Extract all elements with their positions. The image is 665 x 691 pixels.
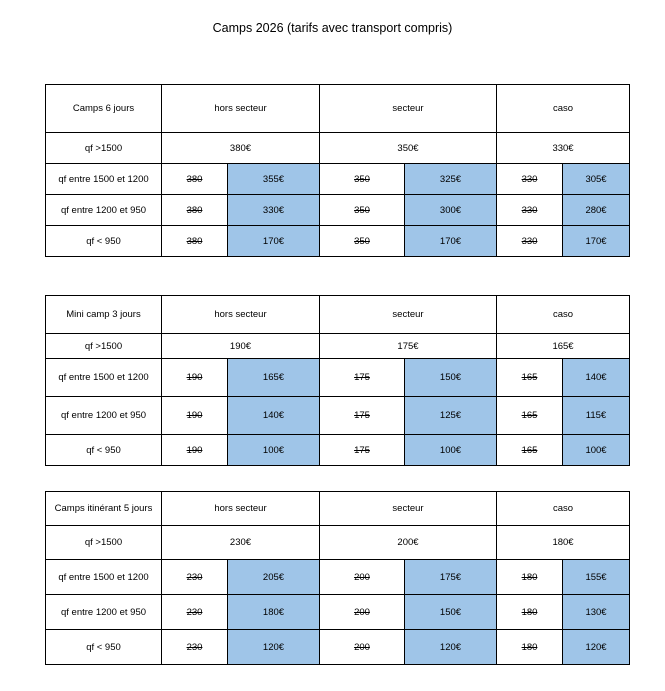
old-price bbox=[162, 226, 228, 257]
new-price: 155€ bbox=[563, 560, 630, 595]
table-row bbox=[46, 560, 630, 595]
price-table bbox=[45, 84, 630, 257]
old-price bbox=[497, 595, 563, 630]
old-price-value: 230 bbox=[186, 606, 203, 618]
table-header-row bbox=[46, 85, 630, 133]
old-price-value: 380 bbox=[186, 204, 203, 216]
old-price-value: 330 bbox=[521, 173, 538, 185]
zone-header-caso: caso bbox=[497, 85, 630, 133]
old-price bbox=[320, 195, 405, 226]
qf-label: qf entre 1200 et 950 bbox=[46, 397, 162, 435]
old-price bbox=[320, 226, 405, 257]
zone-header-secteur: secteur bbox=[320, 296, 497, 334]
table-row bbox=[46, 595, 630, 630]
qf-label: qf entre 1500 et 1200 bbox=[46, 359, 162, 397]
qf-label: qf >1500 bbox=[46, 526, 162, 560]
zone-header-secteur: secteur bbox=[320, 492, 497, 526]
new-price: 205€ bbox=[228, 560, 320, 595]
new-price: 140€ bbox=[228, 397, 320, 435]
old-price bbox=[162, 397, 228, 435]
new-price: 100€ bbox=[228, 435, 320, 466]
camp-type-header: Camps 6 jours bbox=[46, 85, 162, 133]
qf-label: qf < 950 bbox=[46, 630, 162, 665]
old-price-value: 175 bbox=[354, 410, 370, 421]
qf-label: qf entre 1500 et 1200 bbox=[46, 560, 162, 595]
old-price bbox=[497, 164, 563, 195]
old-price-value: 180 bbox=[521, 571, 538, 583]
old-price-value: 350 bbox=[354, 173, 370, 185]
new-price: 120€ bbox=[228, 630, 320, 665]
old-price-value: 380 bbox=[186, 173, 203, 185]
new-price: 150€ bbox=[405, 359, 497, 397]
new-price: 100€ bbox=[563, 435, 630, 466]
zone-header-caso: caso bbox=[497, 492, 630, 526]
old-price bbox=[320, 595, 405, 630]
old-price bbox=[497, 560, 563, 595]
table-row bbox=[46, 334, 630, 359]
old-price bbox=[497, 435, 563, 466]
zone-header-secteur: secteur bbox=[320, 85, 497, 133]
table-row bbox=[46, 630, 630, 665]
new-price: 150€ bbox=[405, 595, 497, 630]
camp-type-header: Camps itinérant 5 jours bbox=[46, 492, 162, 526]
new-price: 125€ bbox=[405, 397, 497, 435]
qf-label: qf entre 1200 et 950 bbox=[46, 595, 162, 630]
old-price-value: 175 bbox=[354, 372, 370, 383]
zone-header-hors-secteur: hors secteur bbox=[162, 296, 320, 334]
old-price-value: 180 bbox=[521, 641, 538, 653]
old-price bbox=[497, 359, 563, 397]
old-price-value: 200 bbox=[354, 606, 370, 618]
new-price: 325€ bbox=[405, 164, 497, 195]
old-price-value: 200 bbox=[354, 641, 370, 653]
table-row bbox=[46, 397, 630, 435]
new-price: 115€ bbox=[563, 397, 630, 435]
old-price bbox=[162, 435, 228, 466]
qf-label: qf < 950 bbox=[46, 226, 162, 257]
zone-header-hors-secteur: hors secteur bbox=[162, 85, 320, 133]
old-price bbox=[162, 595, 228, 630]
price-table bbox=[45, 295, 630, 466]
old-price bbox=[162, 164, 228, 195]
new-price: 355€ bbox=[228, 164, 320, 195]
new-price: 280€ bbox=[563, 195, 630, 226]
old-price-value: 200 bbox=[354, 571, 370, 583]
camp-type-header: Mini camp 3 jours bbox=[46, 296, 162, 334]
base-price: 350€ bbox=[320, 133, 497, 164]
old-price bbox=[497, 397, 563, 435]
base-price: 180€ bbox=[497, 526, 630, 560]
table-row bbox=[46, 435, 630, 466]
new-price: 300€ bbox=[405, 195, 497, 226]
old-price-value: 350 bbox=[354, 235, 370, 247]
table-header-row bbox=[46, 492, 630, 526]
zone-header-hors-secteur: hors secteur bbox=[162, 492, 320, 526]
old-price-value: 165 bbox=[521, 372, 538, 383]
new-price: 165€ bbox=[228, 359, 320, 397]
qf-label: qf entre 1200 et 950 bbox=[46, 195, 162, 226]
new-price: 120€ bbox=[405, 630, 497, 665]
old-price bbox=[320, 397, 405, 435]
old-price bbox=[162, 359, 228, 397]
old-price-value: 330 bbox=[521, 204, 538, 216]
base-price: 230€ bbox=[162, 526, 320, 560]
new-price: 180€ bbox=[228, 595, 320, 630]
table-row bbox=[46, 133, 630, 164]
old-price bbox=[162, 195, 228, 226]
qf-label: qf < 950 bbox=[46, 435, 162, 466]
old-price bbox=[497, 630, 563, 665]
old-price bbox=[162, 560, 228, 595]
new-price: 330€ bbox=[228, 195, 320, 226]
page-title: Camps 2026 (tarifs avec transport compris) bbox=[212, 21, 453, 35]
new-price: 170€ bbox=[228, 226, 320, 257]
base-price: 165€ bbox=[497, 334, 630, 359]
table-row bbox=[46, 526, 630, 560]
table-row bbox=[46, 164, 630, 195]
base-price: 190€ bbox=[162, 334, 320, 359]
new-price: 100€ bbox=[405, 435, 497, 466]
old-price-value: 175 bbox=[354, 444, 370, 456]
table-row bbox=[46, 226, 630, 257]
base-price: 330€ bbox=[497, 133, 630, 164]
qf-label: qf entre 1500 et 1200 bbox=[46, 164, 162, 195]
base-price: 175€ bbox=[320, 334, 497, 359]
price-table bbox=[45, 491, 630, 665]
new-price: 175€ bbox=[405, 560, 497, 595]
old-price bbox=[497, 226, 563, 257]
table-header-row bbox=[46, 296, 630, 334]
new-price: 130€ bbox=[563, 595, 630, 630]
base-price: 380€ bbox=[162, 133, 320, 164]
old-price bbox=[320, 435, 405, 466]
base-price: 200€ bbox=[320, 526, 497, 560]
old-price bbox=[320, 630, 405, 665]
old-price-value: 190 bbox=[186, 444, 203, 456]
qf-label: qf >1500 bbox=[46, 133, 162, 164]
old-price bbox=[320, 164, 405, 195]
old-price bbox=[320, 560, 405, 595]
new-price: 170€ bbox=[563, 226, 630, 257]
qf-label: qf >1500 bbox=[46, 334, 162, 359]
old-price bbox=[162, 630, 228, 665]
old-price-value: 380 bbox=[186, 235, 203, 247]
old-price-value: 165 bbox=[521, 444, 538, 456]
old-price-value: 190 bbox=[186, 372, 203, 383]
old-price-value: 350 bbox=[354, 204, 370, 216]
old-price-value: 230 bbox=[186, 641, 203, 653]
new-price: 305€ bbox=[563, 164, 630, 195]
old-price-value: 180 bbox=[521, 606, 538, 618]
new-price: 120€ bbox=[563, 630, 630, 665]
old-price-value: 190 bbox=[186, 410, 203, 421]
old-price-value: 165 bbox=[521, 410, 538, 421]
table-row bbox=[46, 195, 630, 226]
old-price bbox=[497, 195, 563, 226]
old-price-value: 230 bbox=[186, 571, 203, 583]
old-price-value: 330 bbox=[521, 235, 538, 247]
table-row bbox=[46, 359, 630, 397]
zone-header-caso: caso bbox=[497, 296, 630, 334]
old-price bbox=[320, 359, 405, 397]
new-price: 170€ bbox=[405, 226, 497, 257]
new-price: 140€ bbox=[563, 359, 630, 397]
